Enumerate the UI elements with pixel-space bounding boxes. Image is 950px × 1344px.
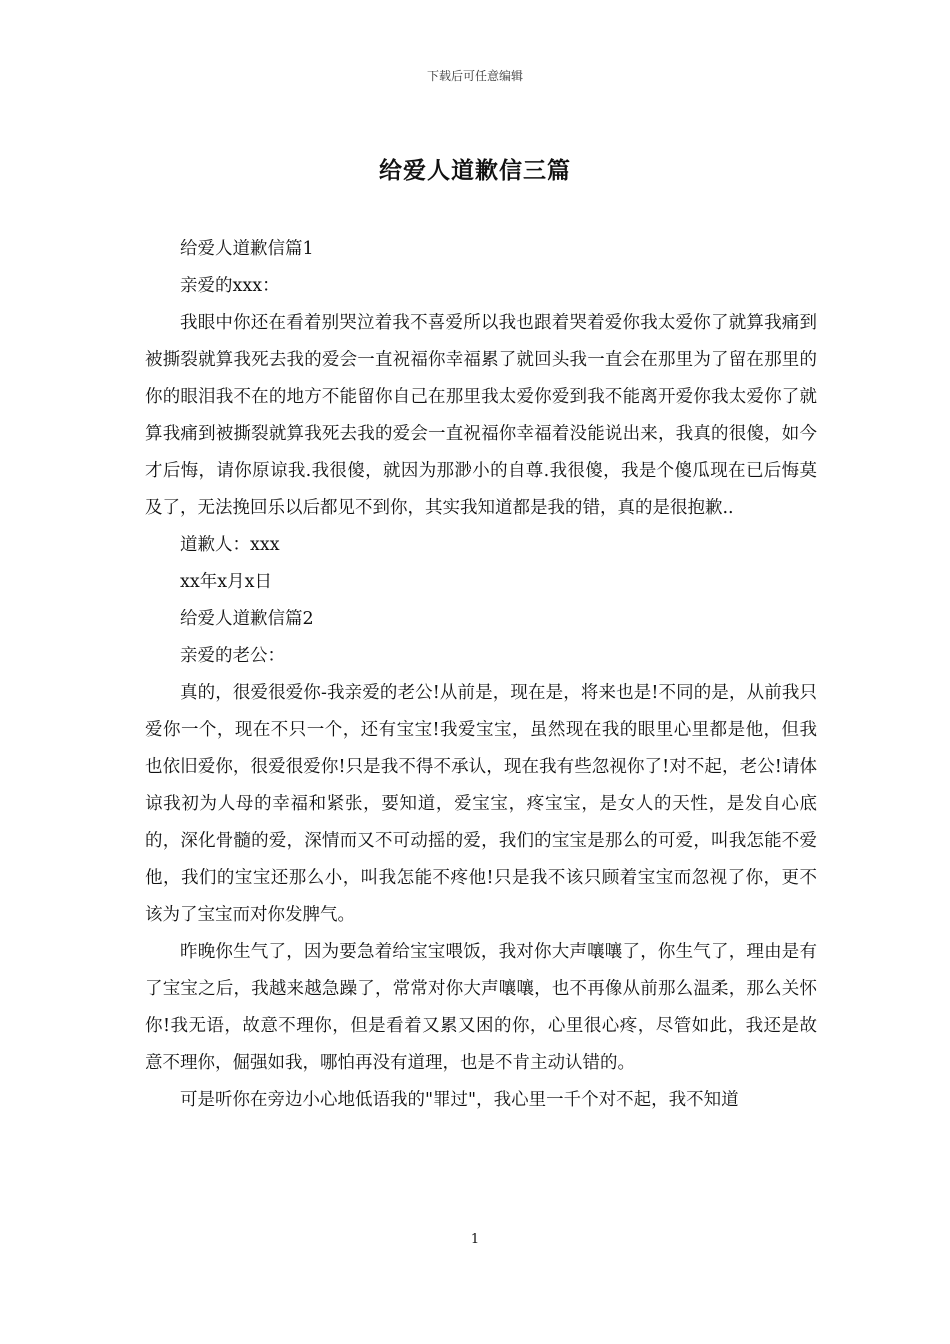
document-title: 给爱人道歉信三篇 — [379, 157, 571, 184]
letter-2-paragraph-1: 真的，很爱很爱你-我亲爱的老公!从前是，现在是，将来也是!不同的是，从前我只爱你一个，现在不只一个，还有宝宝!我爱宝宝，虽然现在我的眼里心里都是他，但我也依旧爱你，很爱很爱你!只是我不得不承认，现在我有些忽视你了!对不起，老公!请体谅我初为人母的幸福和紧张，要知道，爱宝宝，疼宝宝，是女人的天性，是发自心底的，深化骨髓的爱，深情而又不可动摇的爱，我们的宝宝是那么的可爱，叫我怎能不爱他，我们的宝宝还那么小，叫我怎能不疼他!只是我不该只顾着宝宝而忽视了你，更不该为了宝宝而对你发脾气。 — [145, 683, 817, 925]
page-header-note: 下载后可任意编辑 — [426, 69, 523, 83]
salutation-1: 亲爱的xxx： — [180, 276, 280, 296]
letter-2-paragraph-2: 昨晚你生气了，因为要急着给宝宝喂饭，我对你大声嚷嚷了，你生气了，理由是有了宝宝之后，我越来越急躁了，常常对你大声嚷嚷，也不再像从前那么温柔，那么关怀你!我无语，故意不理你，但是看着又累又困的你，心里很心疼，尽管如此，我还是故意不理你，倔强如我，哪怕再没有道理，也是不肯主动认错的。 — [145, 942, 817, 1073]
page-number: 1 — [470, 1232, 480, 1247]
letter-1-body: 我眼中你还在看着别哭泣着我不喜爱所以我也跟着哭着爱你我太爱你了就算我痛到被撕裂就算我死去我的爱会一直祝福你幸福累了就回头我一直会在那里为了留在那里的你的眼泪我不在的地方不能留你自己在那里我太爱你爱到我不能离开爱你我太爱你了就算我痛到被撕裂就算我死去我的爱会一直祝福你幸福着没能说出来，我真的很傻，如今才后悔，请你原谅我.我很傻，就因为那渺小的自尊.我很傻，我是个傻瓜现在已后悔莫及了，无法挽回乐以后都见不到你，其实我知道都是我的错，真的是很抱歉.. — [145, 313, 817, 518]
letter-2-paragraph-3: 可是听你在旁边小心地低语我的"罪过"，我心里一千个对不起，我不知道 — [180, 1090, 739, 1110]
signature-line: 道歉人：xxx — [180, 535, 280, 555]
section-heading-1: 给爱人道歉信篇1 — [180, 239, 314, 259]
salutation-2: 亲爱的老公： — [180, 646, 285, 666]
document-body — [145, 231, 817, 1119]
section-heading-2: 给爱人道歉信篇2 — [180, 609, 314, 629]
date-line: xx年x月x日 — [180, 572, 272, 592]
